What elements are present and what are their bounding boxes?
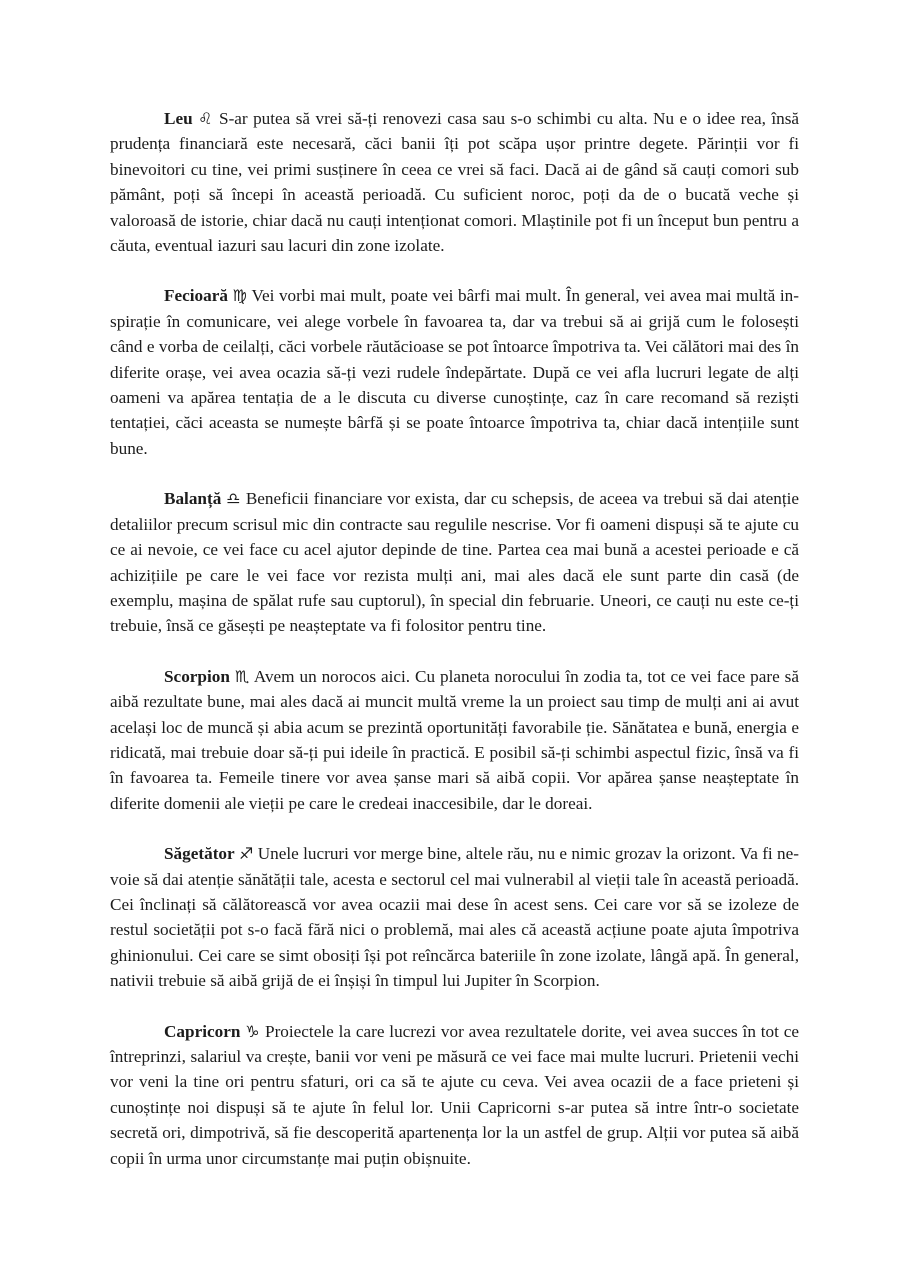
sign-name: Fecioară — [164, 286, 228, 306]
leo-icon: ♌ — [198, 109, 214, 128]
sign-text: Avem un norocos aici. Cu planeta norocului în zodia ta, tot ce vei face pare să aibă rezultate bune, mai ales dacă ai muncit multă vreme la un proiect sau timp de mulți ani ai avut același loc de muncă și abia acum se prezintă oportunități favorabile ție. Sănătatea e bună, energia e ridicată, mai trebuie doar să-ți pui ideile în practică. E posibil să-ți schimbi aspectul fizic, însă va fi în favoarea ta. Femeile tinere vor avea șanse mari să aibă copii. Vor apărea șanse neașteptate în diferite domenii ale vieții pe care le credeai inaccesibile, dar le doreai. — [110, 666, 799, 813]
capricorn-icon: ♑ — [245, 1021, 261, 1041]
sign-section-libra — [110, 486, 799, 638]
sign-text: Unele lucruri vor merge bine, altele rău, nu e nimic grozav la orizont. Va fi nevoie să dai atenție sănătății tale, acesta e sectorul cel mai vulnerabil al vieții tale în această perioadă. Cei înclinați să călătorească vor avea ocazii mai dese în acest sens. Cei care vor să se izoleze de restul societății pot s-o facă fără nici o problemă, mai ales că această acțiune poate ajuta împotriva ghinionului. Cei care se simt obosiți își pot reîncărca bateriile în zone izolate, lângă apă. În general, nativii trebuie să aibă grijă de ei înșiși în timpul lui Jupiter în Scorpion. — [110, 844, 799, 991]
sagittarius-icon: ♐ — [238, 844, 254, 864]
sign-section-virgo — [110, 283, 799, 461]
sign-name: Capricorn — [164, 1021, 241, 1041]
sign-section-scorpio — [110, 664, 799, 816]
libra-icon: ♎ — [226, 489, 242, 509]
scorpio-icon: ♏ — [234, 666, 250, 686]
sign-section-sagittarius — [110, 841, 799, 993]
sign-section-leo — [110, 106, 799, 258]
sign-name: Leu — [164, 109, 193, 128]
sign-name: Scorpion — [164, 666, 230, 686]
virgo-icon: ♍ — [232, 286, 248, 306]
sign-text: S-ar putea să vrei să-ți renovezi casa sau s-o schimbi cu alta. Nu e o idee rea, însă prudența financiară este necesară, căci banii îți pot scăpa ușor printre degete. Părinții vor fi binevoitori cu tine, vei primi susținere în ceea ce vrei să faci. Dacă ai de gând să cauți comori sub pământ, poți să începi în această perioadă. Cu suficient noroc, poți da de o bucată veche și valoroasă de istorie, chiar dacă nu cauți intenționat comori. Mlaștinile pot fi un început bun pentru a căuta, eventual iazuri sau lacuri din zone izolate. — [110, 109, 800, 256]
sign-section-capricorn — [110, 1019, 799, 1171]
sign-name: Săgetător — [164, 844, 235, 864]
sign-text: Proiectele la care lucrezi vor avea rezultatele dorite, vei avea succes în tot ce întreprinzi, salariul va crește, banii vor veni pe măsură ce vei face mai multe lucruri. Prietenii vechi vor veni la tine ori pentru sfaturi, ori ca să te ajute cu ceva. Vei avea ocazii de a face prieteni și cunoștințe noi dispuși să te ajute în felul lor. Unii Capricorni s-ar putea să intre într-o societate secretă ori, dimpotrivă, să fie descoperită apartenența lor la un astfel de grup. Alții vor putea să aibă copii în urma unor circumstanțe mai puțin obișnuite. — [110, 1021, 800, 1168]
sign-name: Balanță — [164, 489, 222, 509]
horoscope-page — [110, 106, 799, 1196]
sign-text: Beneficii financiare vor exista, dar cu schepsis, de aceea va trebui să dai atenție detaliilor precum scrisul mic din contracte sau regulile nescrise. Vor fi oameni dispuși să te ajute cu ce ai nevoie, ce vei face cu acel ajutor depinde de tine. Partea cea mai bună a acestei perioade e că achizițiile pe care le vei face vor rezista mulți ani, mai ales dacă ele sunt parte din casă (de exemplu, mașina de spălat rufe sau cuptorul), în special din februarie. Uneori, ce cauți nu este ce-ți trebuie, însă ce găsești pe neașteptate va fi folositor pentru tine. — [110, 489, 800, 636]
sign-text: Vei vorbi mai mult, poate vei bârfi mai mult. În general, vei avea mai multă inspirație în comunicare, vei alege vorbele în favoarea ta, dar va trebui să ai grijă cum le folosești când e vorba de ceilalți, căci vorbele răutăcioase se pot întoarce împotriva ta. Vei călători mai des în diferite orașe, vei avea ocazia să-ți vezi rudele îndepărtate. După ce vei afla lucruri legate de alți oameni va apărea tentația de a le discuta cu diverse cunoștințe, caz în care recomand să reziști tentației, căci aceasta se numește bârfă și se poate întoarce împotriva ta, chiar dacă intențiile sunt bune. — [110, 286, 799, 458]
